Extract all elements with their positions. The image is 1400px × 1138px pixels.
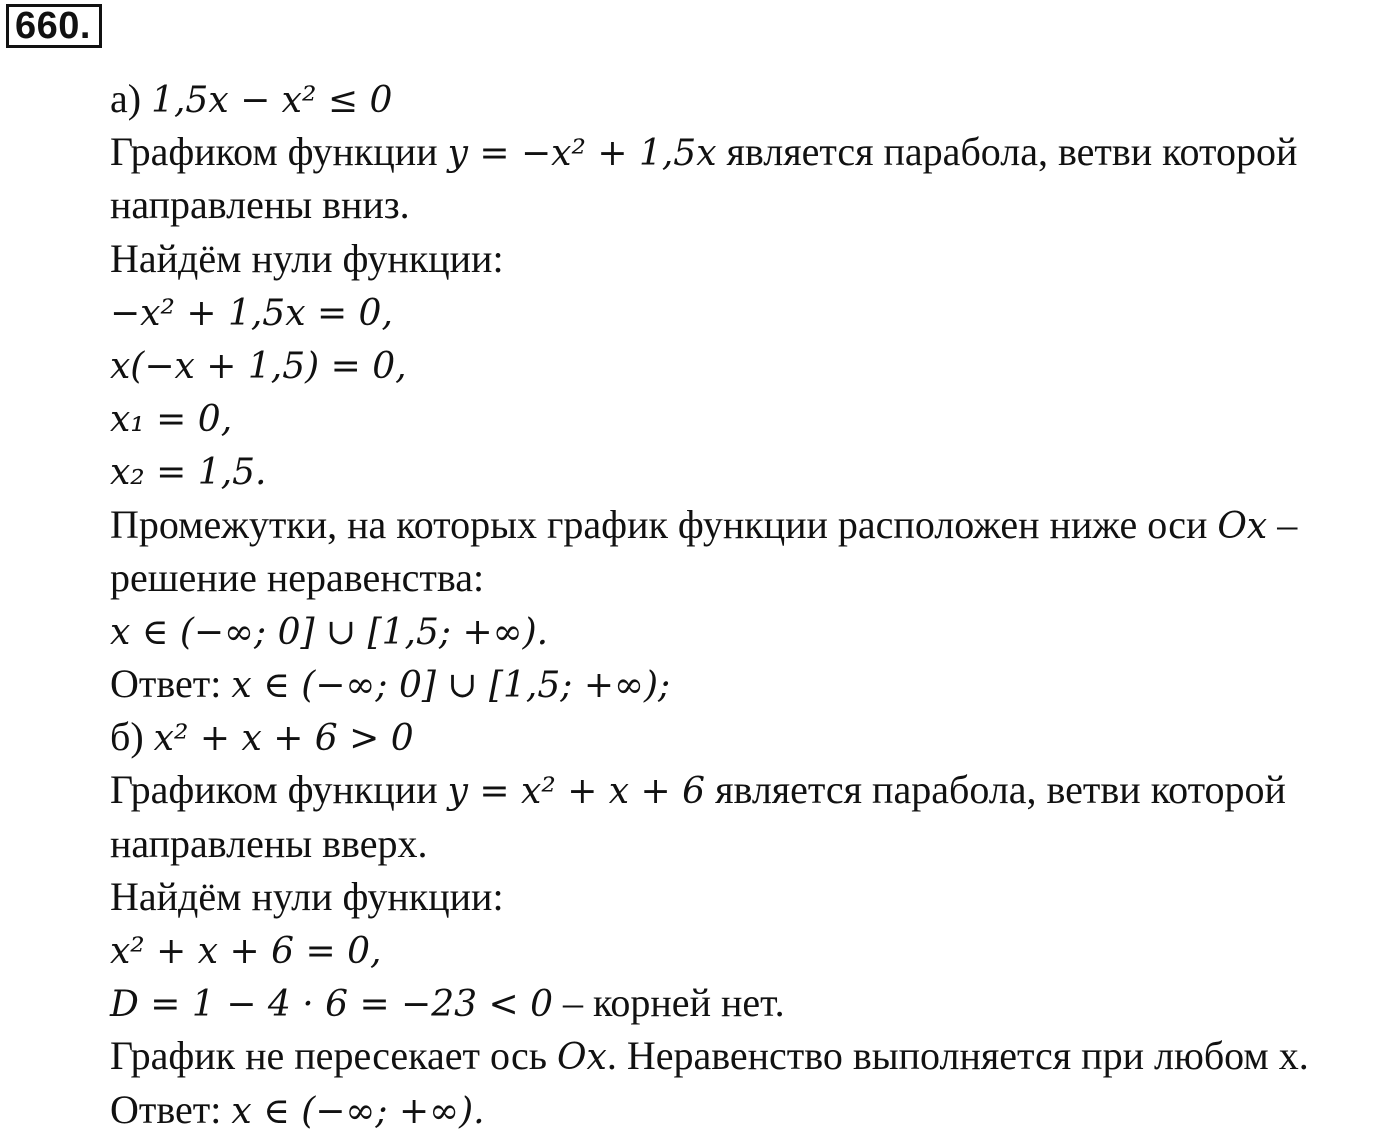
solution-line: решение неравенства: <box>110 554 485 600</box>
solution-line: а) 1,5x − x² ≤ 0 <box>110 76 393 121</box>
solution-line: x₁ = 0, <box>110 399 233 441</box>
solution-line: x₂ = 1,5. <box>110 452 267 494</box>
solution-line: направлены вверх. <box>110 820 428 866</box>
solution-line: Найдём нули функции: <box>110 873 504 919</box>
solution-line: x² + x + 6 = 0, <box>110 931 382 972</box>
solution-line: D = 1 − 4 · 6 = −23 < 0 – корней нет. <box>110 980 785 1026</box>
solution-line: Промежутки, на которых график функции расположен ниже оси Ox – <box>110 501 1298 547</box>
solution-line: Ответ: x ∈ (−∞; 0] ∪ [1,5; +∞); <box>110 661 671 707</box>
solution-line: График не пересекает ось Ox. Неравенство выполняется при любом x. <box>110 1033 1309 1079</box>
solution-line: направлены вниз. <box>110 182 410 228</box>
problem-number: 660. <box>6 4 102 48</box>
solution-line: Графиком функции y = x² + x + 6 является парабола, ветви которой <box>110 767 1286 813</box>
solution-line: Графиком функции y = −x² + 1,5x является парабола, ветви которой <box>110 129 1298 175</box>
solution-line: −x² + 1,5x = 0, <box>110 292 393 334</box>
solution-line: Ответ: x ∈ (−∞; +∞). <box>110 1086 485 1132</box>
solution-line: x(−x + 1,5) = 0, <box>110 345 407 387</box>
solution-line: Найдём нули функции: <box>110 235 504 281</box>
solution-lines <box>110 72 1400 1136</box>
solution-line: x ∈ (−∞; 0] ∪ [1,5; +∞). <box>110 611 549 653</box>
solution-line: б) x² + x + 6 > 0 <box>110 714 414 760</box>
